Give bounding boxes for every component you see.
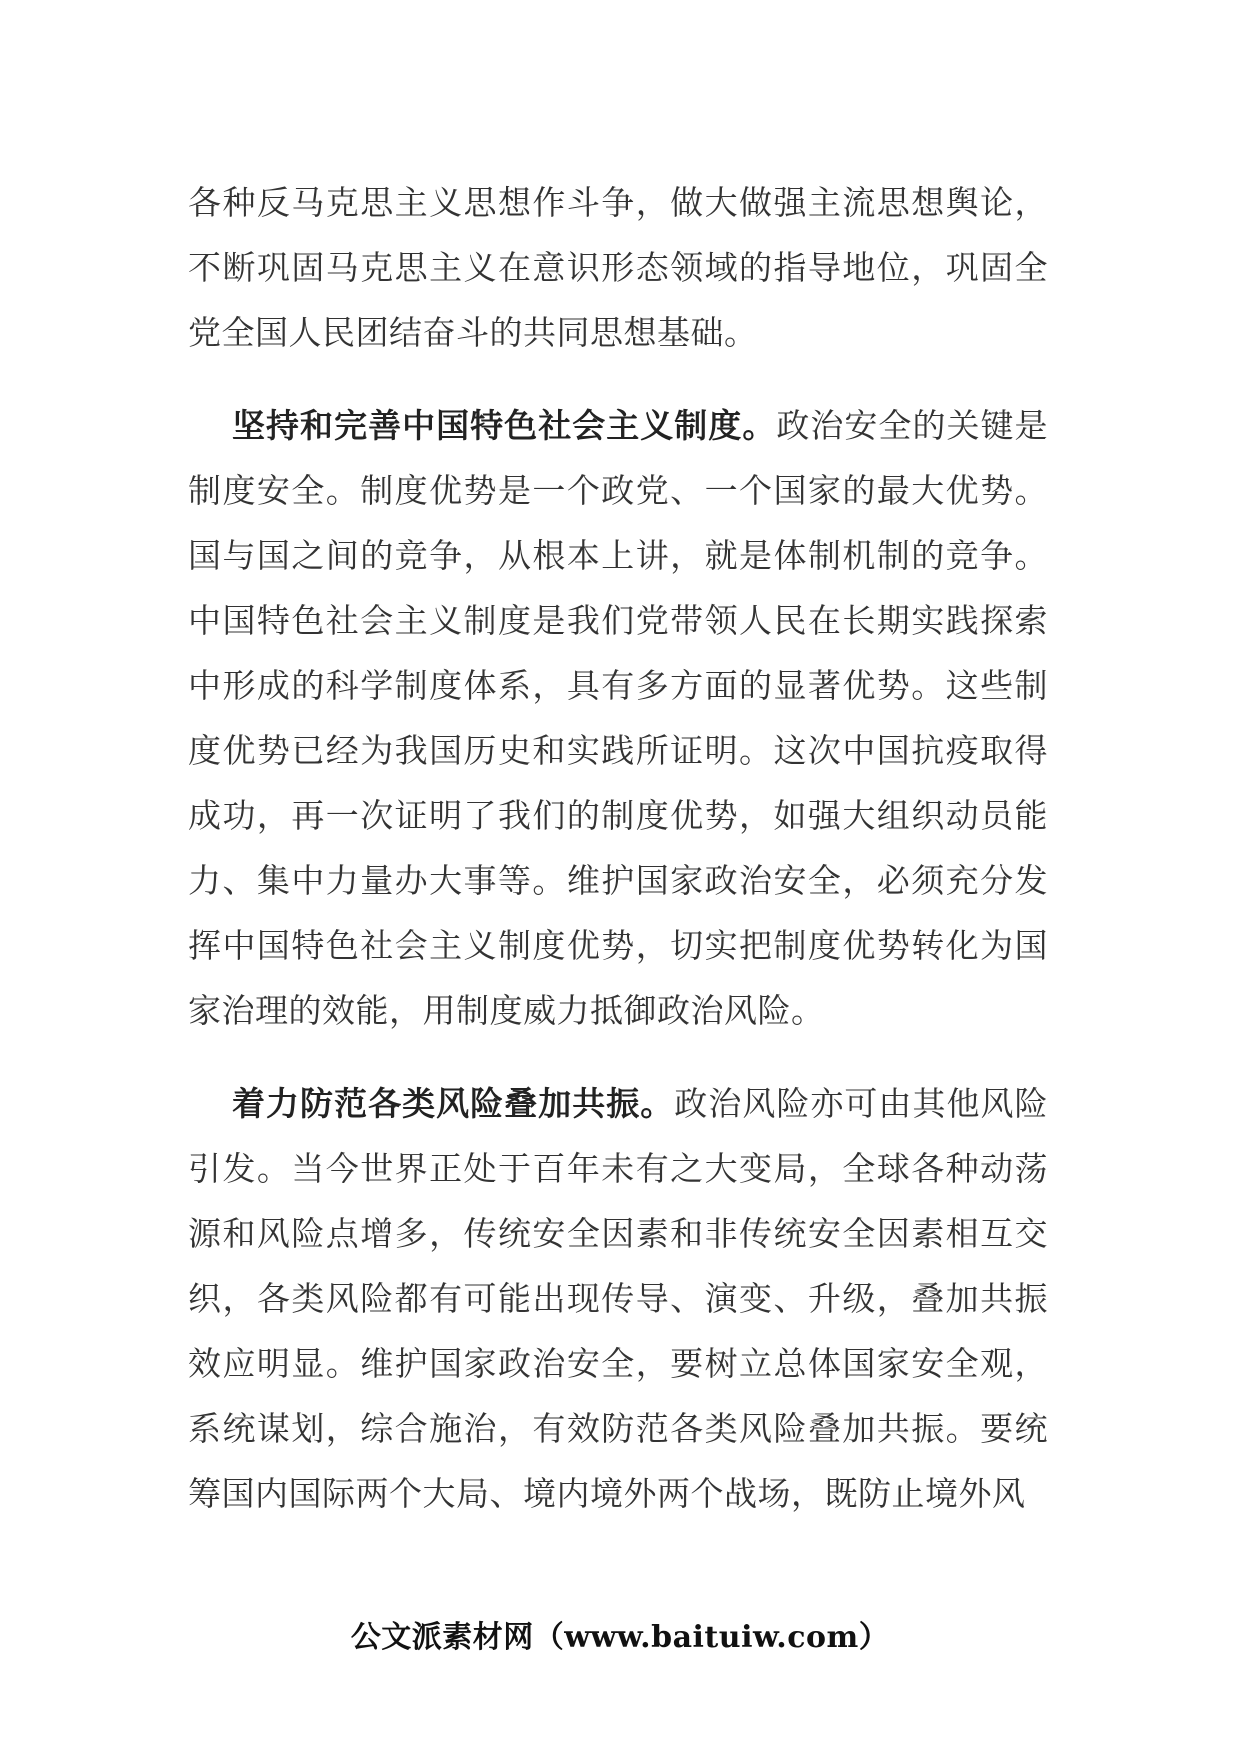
paragraph-text: 各种反马克思主义思想作斗争，做大做强主流思想舆论，不断巩固马克思主义在意识形态领域的指导地位，巩固全党全国人民团结奋斗的共同思想基础。 (188, 183, 1048, 352)
page-footer: 公文派素材网（www.baituiw.com） (350, 1620, 890, 1655)
paragraph-text: 政治安全的关键是制度安全。制度优势是一个政党、一个国家的最大优势。国与国之间的竞争，从根本上讲，就是体制机制的竞争。中国特色社会主义制度是我们党带领人民在长期实践探索中形成的科学制度体系，具有多方面的显著优势。这些制度优势已经为我国历史和实践所证明。这次中国抗疫取得成功，再一次证明了我们的制度优势，如强大组织动员能力、集中力量办大事等。维护国家政治安全，必须充分发挥中国特色社会主义制度优势，切实把制度优势转化为国家治理的效能，用制度威力抵御政治风险。 (188, 406, 1049, 1030)
paragraph-text: 政治风险亦可由其他风险引发。当今世界正处于百年未有之大变局，全球各种动荡源和风险点增多，传统安全因素和非传统安全因素相互交织，各类风险都有可能出现传导、演变、升级，叠加共振效应明显。维护国家政治安全，要树立总体国家安全观，系统谋划，综合施治，有效防范各类风险叠加共振。要统筹国内国际两个大局、境内境外两个战场，既防止境外风 (188, 1084, 1049, 1513)
paragraph-gap (188, 365, 1048, 393)
paragraph-heading: 坚持和完善中国特色社会主义制度。 (232, 406, 777, 445)
paragraph-continuation (188, 170, 1048, 365)
paragraph-risk (188, 1071, 1048, 1526)
paragraph-gap (188, 1043, 1048, 1071)
document-body (188, 170, 1048, 1526)
paragraph-heading: 着力防范各类风险叠加共振。 (232, 1084, 675, 1123)
paragraph-institution (188, 393, 1048, 1043)
